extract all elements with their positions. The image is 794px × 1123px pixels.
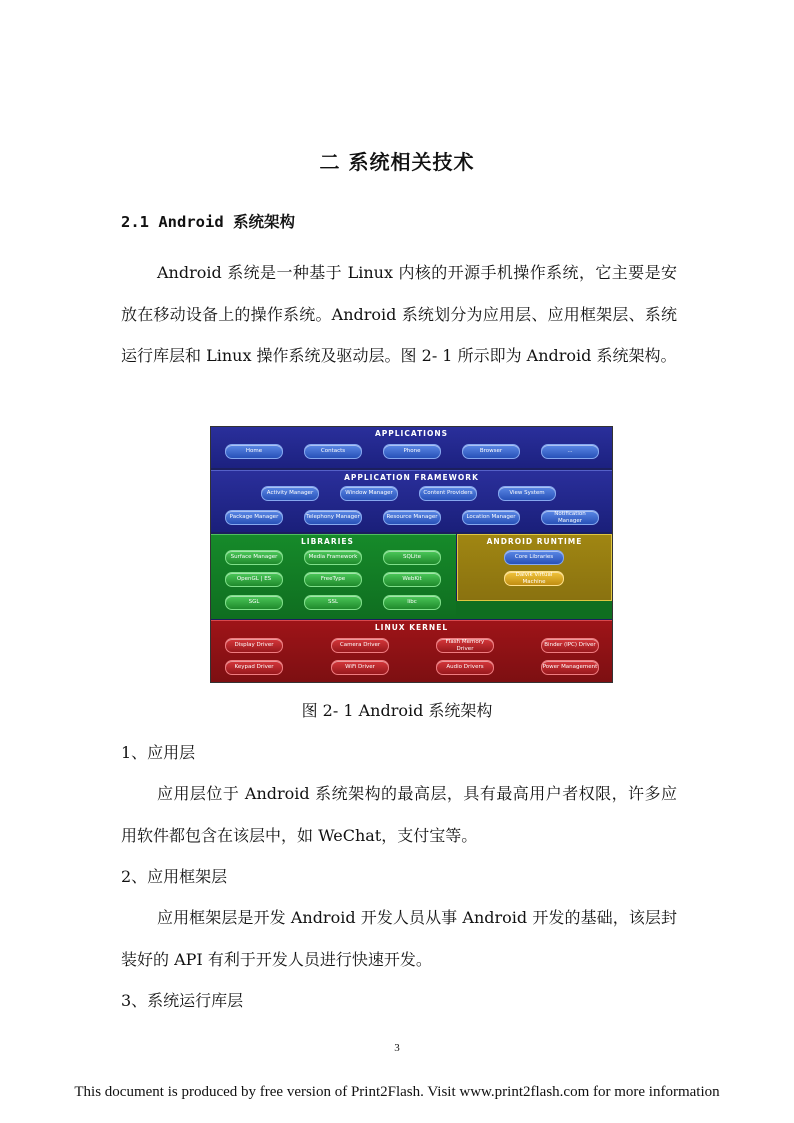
fw-telephony-manager-chip: Telephony Manager — [304, 510, 362, 525]
lib-media-framework-chip: Media Framework — [304, 550, 362, 565]
rt-dalvik-vm-chip: Dalvik Virtual Machine — [504, 571, 564, 586]
lib-sgl-chip: SGL — [225, 595, 283, 610]
page-number: 3 — [394, 1042, 400, 1054]
fw-resource-manager-chip: Resource Manager — [383, 510, 441, 525]
footer-note: This document is produced by free version of Print2Flash. Visit www.print2flash.com for more information — [74, 1084, 720, 1100]
fw-location-manager-chip: Location Manager — [462, 510, 520, 525]
fw-notification-manager-chip: Notification Manager — [541, 510, 599, 525]
lib-ssl-chip: SSL — [304, 595, 362, 610]
section-1-paragraph: 应用层位于 Android 系统架构的最高层，具有最高用户者权限，许多应用软件都包含在该层中，如 WeChat，支付宝等。 — [121, 784, 677, 845]
libraries-title: LIBRARIES — [301, 537, 354, 546]
k-power-management-chip: Power Management — [541, 660, 599, 675]
fw-view-system-chip: View System — [498, 486, 556, 501]
k-binder-driver-chip: Binder (IPC) Driver — [541, 638, 599, 653]
lib-opengl-chip: OpenGL | ES — [225, 572, 283, 587]
fw-activity-manager-chip: Activity Manager — [261, 486, 319, 501]
rt-core-libraries-chip: Core Libraries — [504, 550, 564, 565]
applications-layer — [211, 427, 612, 468]
section-3-heading: 3、系统运行库层 — [121, 991, 244, 1010]
android-architecture-diagram — [210, 426, 613, 683]
figure-caption: 图 2- 1 Android 系统架构 — [301, 701, 493, 720]
lib-libc-chip: libc — [383, 595, 441, 610]
fw-content-providers-chip: Content Providers — [419, 486, 477, 501]
applications-title: APPLICATIONS — [374, 429, 449, 438]
runtime-layer — [457, 534, 612, 601]
kernel-layer — [211, 620, 612, 682]
k-camera-driver-chip: Camera Driver — [331, 638, 389, 653]
app-browser-chip: Browser — [462, 444, 520, 459]
libraries-layer — [211, 534, 456, 619]
section-2-heading: 2、应用框架层 — [121, 867, 228, 886]
k-display-driver-chip: Display Driver — [225, 638, 283, 653]
chapter-title: 二 系统相关技术 — [319, 150, 475, 174]
framework-title: APPLICATION FRAMEWORK — [344, 473, 479, 482]
k-flash-memory-driver-chip: Flash Memory Driver — [436, 638, 494, 653]
app-more-chip: ... — [541, 444, 599, 459]
k-wifi-driver-chip: WiFi Driver — [331, 660, 389, 675]
section-1-heading: 1、应用层 — [121, 743, 196, 762]
app-phone-chip: Phone — [383, 444, 441, 459]
lib-freetype-chip: FreeType — [304, 572, 362, 587]
app-contacts-chip: Contacts — [304, 444, 362, 459]
k-audio-drivers-chip: Audio Drivers — [436, 660, 494, 675]
intro-paragraph: Android 系统是一种基于 Linux 内核的开源手机操作系统，它主要是安放在移动设备上的操作系统。Android 系统划分为应用层、应用框架层、系统运行库层和 Linux 操作系统及驱动层。图 2- 1 所示即为 Android 系统架构。 — [121, 263, 677, 365]
kernel-title: LINUX KERNEL — [374, 623, 449, 632]
app-home-chip: Home — [225, 444, 283, 459]
runtime-title: ANDROID RUNTIME — [486, 537, 583, 546]
framework-layer — [211, 470, 612, 532]
lib-webkit-chip: WebKit — [383, 572, 441, 587]
fw-window-manager-chip: Window Manager — [340, 486, 398, 501]
lib-surface-manager-chip: Surface Manager — [225, 550, 283, 565]
k-keypad-driver-chip: Keypad Driver — [225, 660, 283, 675]
section-title: 2.1 Android 系统架构 — [121, 213, 295, 231]
lib-sqlite-chip: SQLite — [383, 550, 441, 565]
section-2-paragraph: 应用框架层是开发 Android 开发人员从事 Android 开发的基础，该层封装好的 API 有利于开发人员进行快速开发。 — [121, 908, 677, 969]
fw-package-manager-chip: Package Manager — [225, 510, 283, 525]
